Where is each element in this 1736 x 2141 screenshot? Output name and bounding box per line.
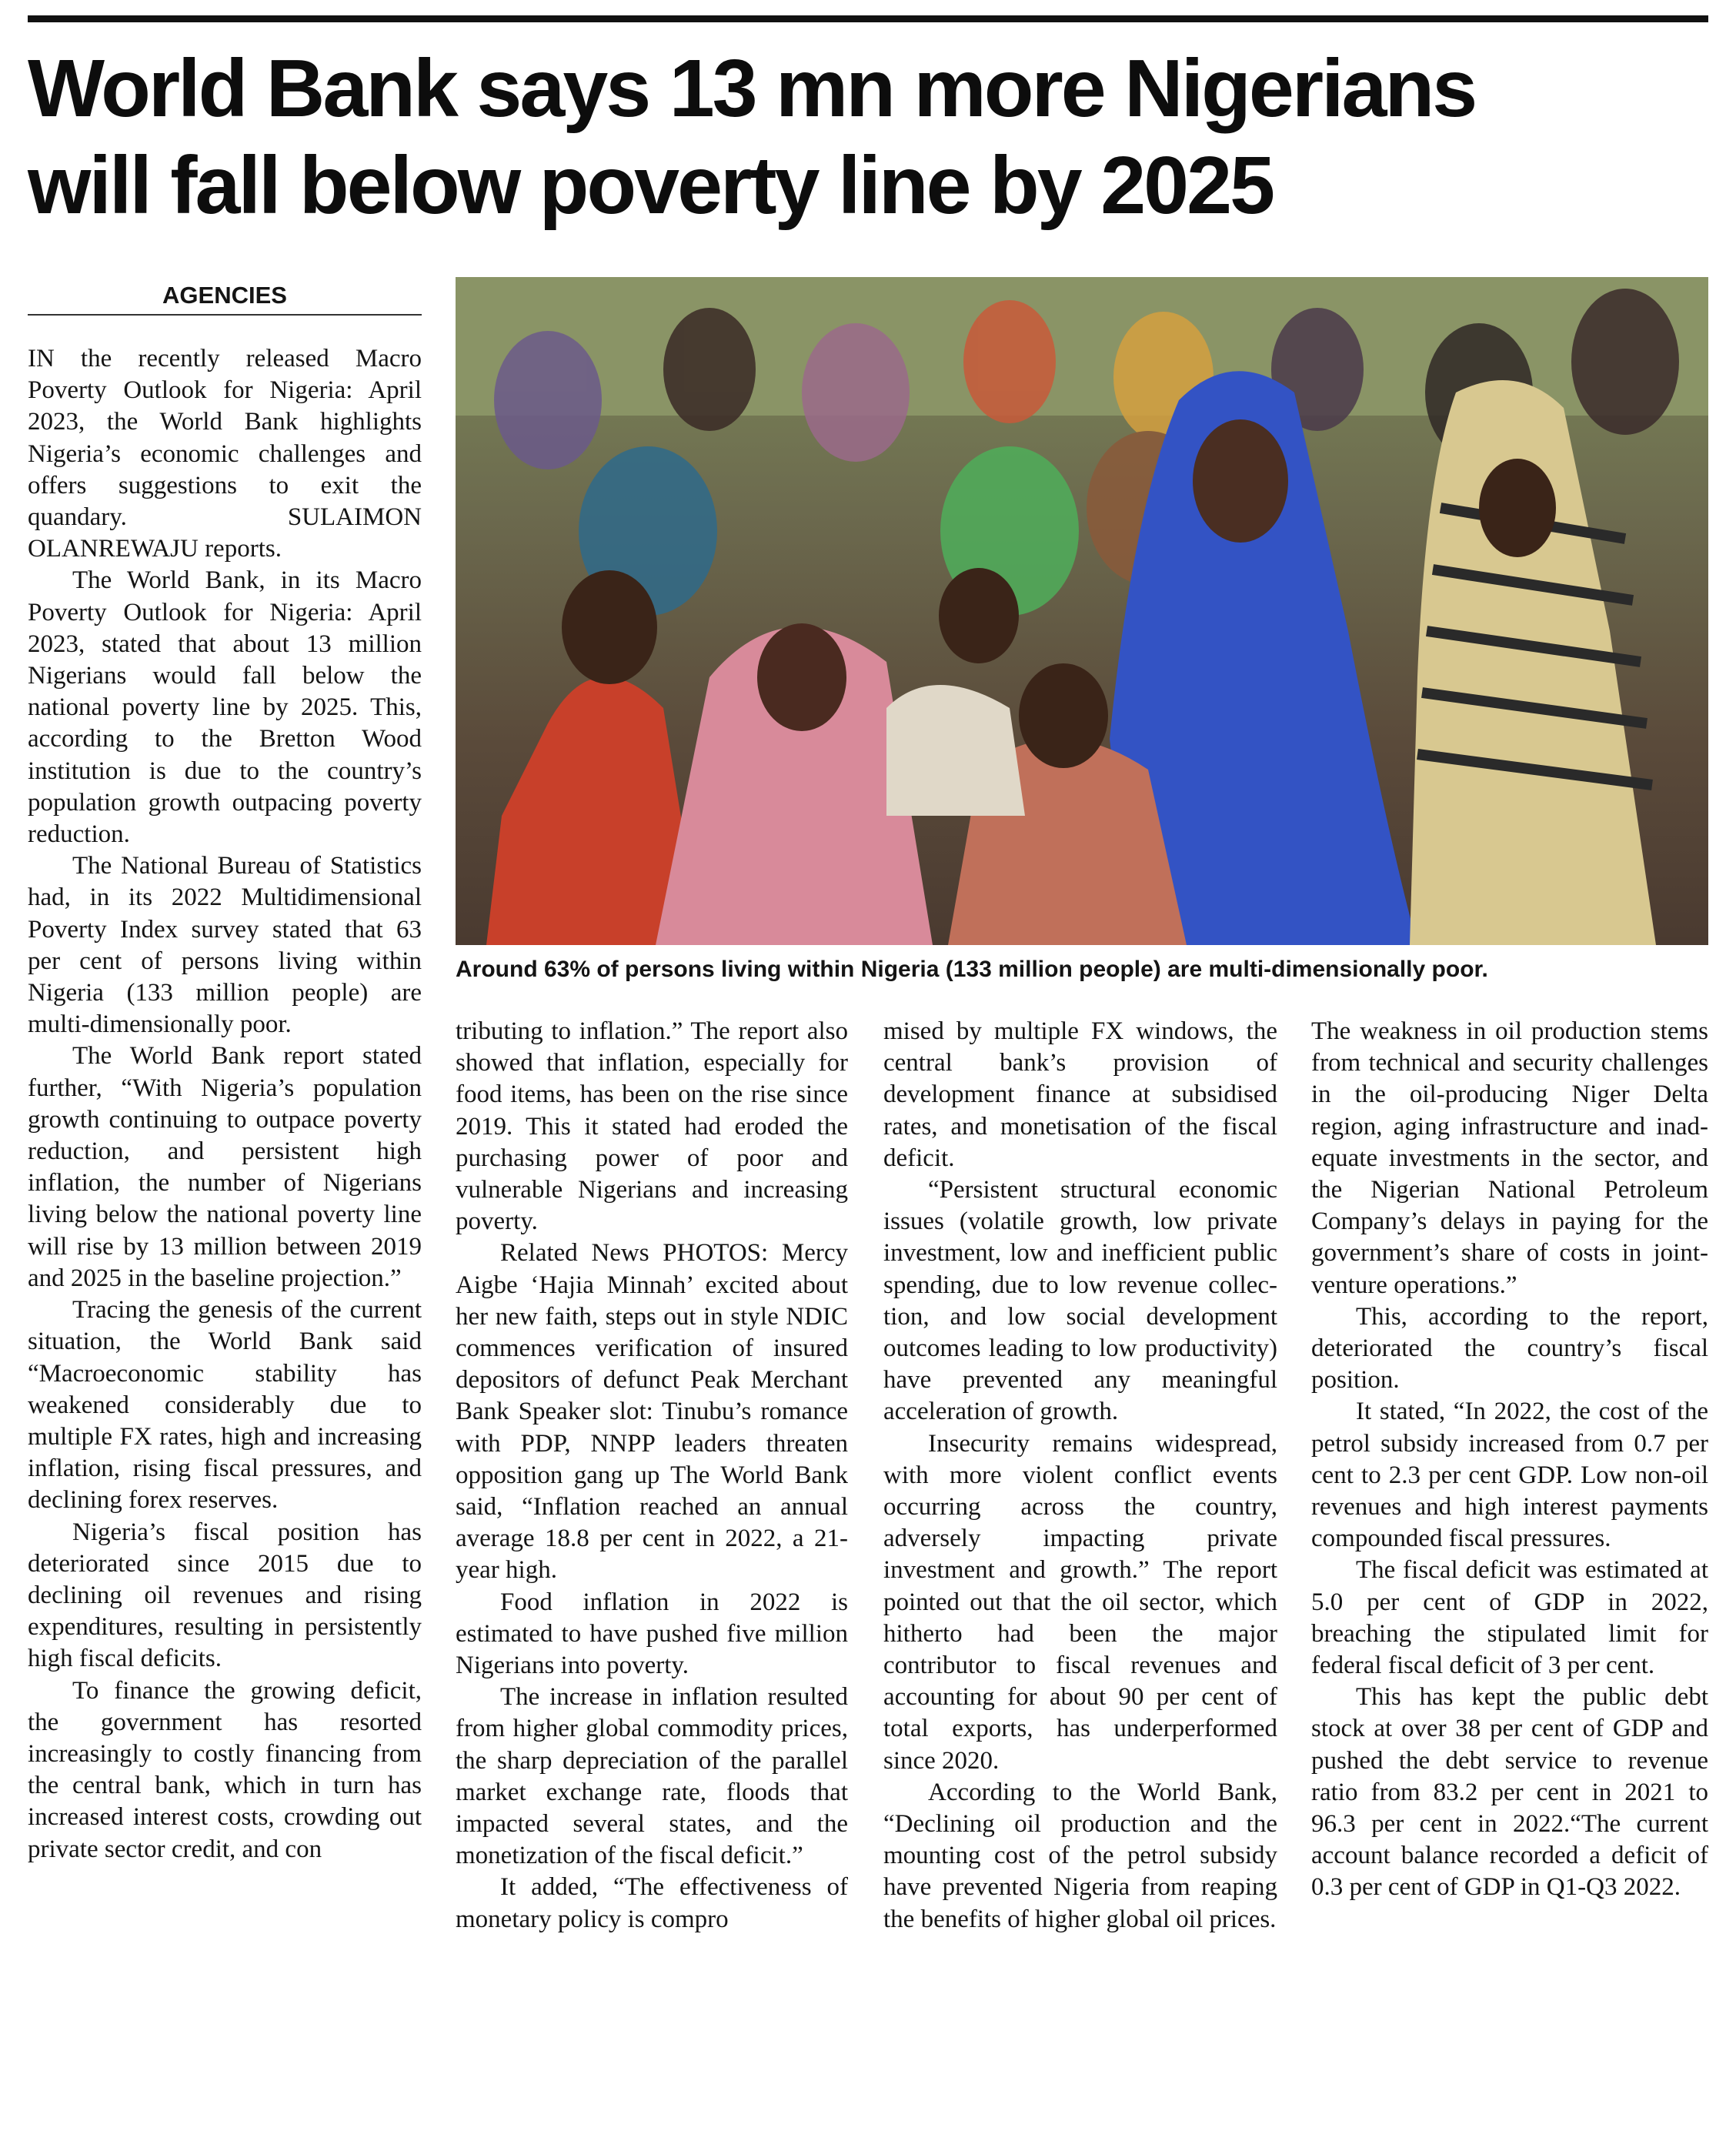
article-paragraph: The World Bank, in its Macro Poverty Outlook for Nigeria: April 2023, stated that about 13 million Nigerians would fall below the national poverty line by 2025. This, according to the Bretton Wood institution is due to the country’s population growth outpacing poverty reduction. — [28, 566, 422, 849]
article-paragraph: Nigeria’s fiscal position has deteriorated since 2015 due to declining oil revenues and rising expenditures, resulting in persistently high fiscal deficits. — [28, 1518, 422, 1673]
article-paragraph: Tracing the genesis of the current situation, the World Bank said “Macroeconomic stability has weakened considerably due to multiple FX rates, high and increasing inflation, rising fiscal pressures, and declining forex reserves. — [28, 1296, 422, 1515]
child-center-face — [757, 623, 846, 731]
article-paragraph: tributing to inflation.” The report also showed that inflation, especially for food items, has been on the rise since 2019. This it stated had eroded the purchasing power of poor and vulnerable Nigerians and increasing poverty. — [456, 1017, 848, 1236]
woman-right-face — [1479, 459, 1556, 557]
article-column-1 — [28, 343, 422, 2121]
article-paragraph: According to the World Bank, “Declining oil production and the mounting cost of the petrol subsidy have prevented Nigeria from reaping the benefits of higher global oil prices. — [883, 1778, 1277, 1933]
headline — [28, 40, 1713, 234]
article-paragraph: IN the recently released Macro Poverty Outlook for Nigeria: April 2023, the World Bank highlights Nigeria’s economic challenges and offers suggestions to exit the quandary. SULAIMON OLANREWAJU reports. — [28, 345, 422, 563]
headline-line-2: will fall below poverty line by 2025 — [28, 140, 1274, 231]
article-paragraph: The weakness in oil production stems from technical and security challenges in the oil-producing Niger Delta region, aging infrastructure and inadequate investments in the sector, and the Nigerian National Petroleum Company’s delays in paying for the government’s share of costs in joint-venture operations.” — [1311, 1017, 1708, 1299]
article-paragraph: The National Bureau of Statistics had, in its 2022 Multidimensional Poverty Index survey stated that 63 per cent of persons living within Nigeria (133 million people) are multi-dimensionally poor. — [28, 852, 422, 1039]
article-column-2 — [456, 1016, 848, 2121]
article-paragraph: The fiscal deficit was estimated at 5.0 per cent of GDP in 2022, breaching the stipulated limit for federal fiscal deficit of 3 per cent. — [1311, 1556, 1708, 1680]
photo-caption: Around 63% of persons living within Nigeria (133 million people) are multi-dimensionally poor. — [456, 957, 1488, 982]
photo-illustration — [456, 277, 1708, 945]
child-front-face — [1019, 663, 1108, 768]
byline: AGENCIES — [28, 279, 422, 316]
article-column-4 — [1311, 1016, 1708, 2121]
article-column-3 — [883, 1016, 1277, 2121]
article-paragraph: Related News PHOTOS: Mercy Aigbe ‘Hajia Minnah’ excited about her new faith, steps out in style NDIC commences verification of insured depositors of defunct Peak Merchant Bank Speaker slot: Tinubu’s romance with PDP, NNPP leaders threaten opposition gang up The World Bank said, “Inflation reached an annual average 18.8 per cent in 2022, a 21-year high. — [456, 1239, 848, 1585]
child-white-shirt — [886, 685, 1025, 816]
article-paragraph: It added, “The effectiveness of monetary policy is compro — [456, 1873, 848, 1933]
article-paragraph: This has kept the public debt stock at over 38 per cent of GDP and pushed the debt service to revenue ratio from 83.2 per cent in 2021 to 96.3 per cent in 2022.“The current account balance recorded a deficit of 0.3 per cent of GDP in Q1-Q3 2022. — [1311, 1683, 1708, 1902]
headline-line-1: World Bank says 13 mn more Nigerians — [28, 43, 1476, 134]
article-paragraph: To finance the growing deficit, the government has resorted increasingly to costly financing from the central bank, which in turn has increased interest costs, crowding out private sector credit, and con — [28, 1676, 422, 1863]
article-paragraph: It stated, “In 2022, the cost of the petrol subsidy increased from 0.7 per cent to 2.3 per cent GDP. Low non-oil revenues and high interest payments compounded fiscal pressures. — [1311, 1398, 1708, 1553]
article-photo — [456, 277, 1708, 945]
article-paragraph: The increase in inflation resulted from higher global commodity prices, the sharp depreciation of the parallel market exchange rate, floods that impacted several states, and the monetization of the fiscal deficit.” — [456, 1683, 848, 1870]
article-paragraph: Insecurity remains widespread, with more violent conflict events occurring across the country, adversely impacting private investment and growth.” The report pointed out that the oil sector, which hitherto had been the major contributor to fiscal revenues and accounting for about 90 per cent of total exports, has underperformed since 2020. — [883, 1429, 1277, 1775]
child-left-face — [562, 570, 657, 684]
article-paragraph: mised by multiple FX windows, the central bank’s provision of development finance at subsidised rates, and monetisation of the fiscal deficit. — [883, 1017, 1277, 1172]
woman-face — [1193, 419, 1288, 543]
article-paragraph: “Persistent structural economic issues (volatile growth, low private investment, low and inefficient public spending, due to low revenue collection, and low social development outcomes leading to low productivity) have prevented any meaningful acceleration of growth. — [883, 1176, 1277, 1426]
article-paragraph: This, according to the report, deteriorated the country’s fiscal position. — [1311, 1302, 1708, 1394]
article-paragraph: The World Bank report stated further, “With Nigeria’s population growth continuing to outpace poverty reduction, and persistent high inflation, the number of Nigerians living below the national poverty line will rise by 13 million between 2019 and 2025 in the baseline projection.” — [28, 1042, 422, 1292]
article-paragraph: Food inflation in 2022 is estimated to have pushed five million Nigerians into poverty. — [456, 1588, 848, 1680]
child-back-face — [939, 568, 1019, 663]
top-rule — [28, 15, 1708, 22]
